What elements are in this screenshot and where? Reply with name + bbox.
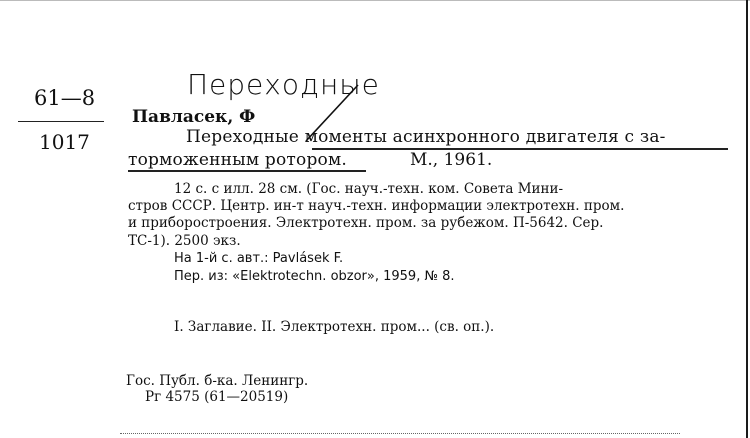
call-number-bottom: 1017 (39, 130, 90, 154)
call-number-divider (18, 121, 104, 122)
author-heading: Павласек, Ф (132, 107, 256, 127)
title-line-1: Переходные моменты асинхронного двигателя с за- (186, 127, 666, 147)
collation-line-4: ТС-1). 2500 экз. (128, 233, 241, 249)
collation-line-3: и приборостроения. Электротехн. пром. за рубежом. П-5642. Сер. (128, 215, 604, 231)
card-bottom-edge (120, 433, 680, 435)
library-name: Гос. Публ. б-ка. Ленингр. (126, 373, 309, 389)
title-underline-1 (312, 148, 728, 150)
title-underline-2 (128, 170, 366, 172)
handwritten-note: Переходные (187, 68, 380, 101)
call-number-top: 61—8 (34, 86, 96, 110)
note-original-author: На 1-й с. авт.: Pavlásek F. (174, 251, 344, 266)
card-top-edge (0, 0, 750, 1)
order-number: Рг 4575 (61—20519) (145, 389, 289, 405)
tracings: I. Заглавие. II. Электротехн. пром... (св. оп.). (174, 319, 495, 335)
imprint: М., 1961. (410, 150, 493, 170)
note-translation: Пер. из: «Elektrotechn. obzor», 1959, № 8. (174, 269, 455, 284)
card-right-edge (746, 0, 748, 438)
collation-line-2: стров СССР. Центр. ин-т науч.-техн. информации электротехн. пром. (128, 198, 625, 214)
collation-line-1: 12 с. с илл. 28 см. (Гос. науч.-техн. ком. Совета Мини- (174, 181, 564, 197)
title-line-2: торможенным ротором. (128, 150, 347, 170)
